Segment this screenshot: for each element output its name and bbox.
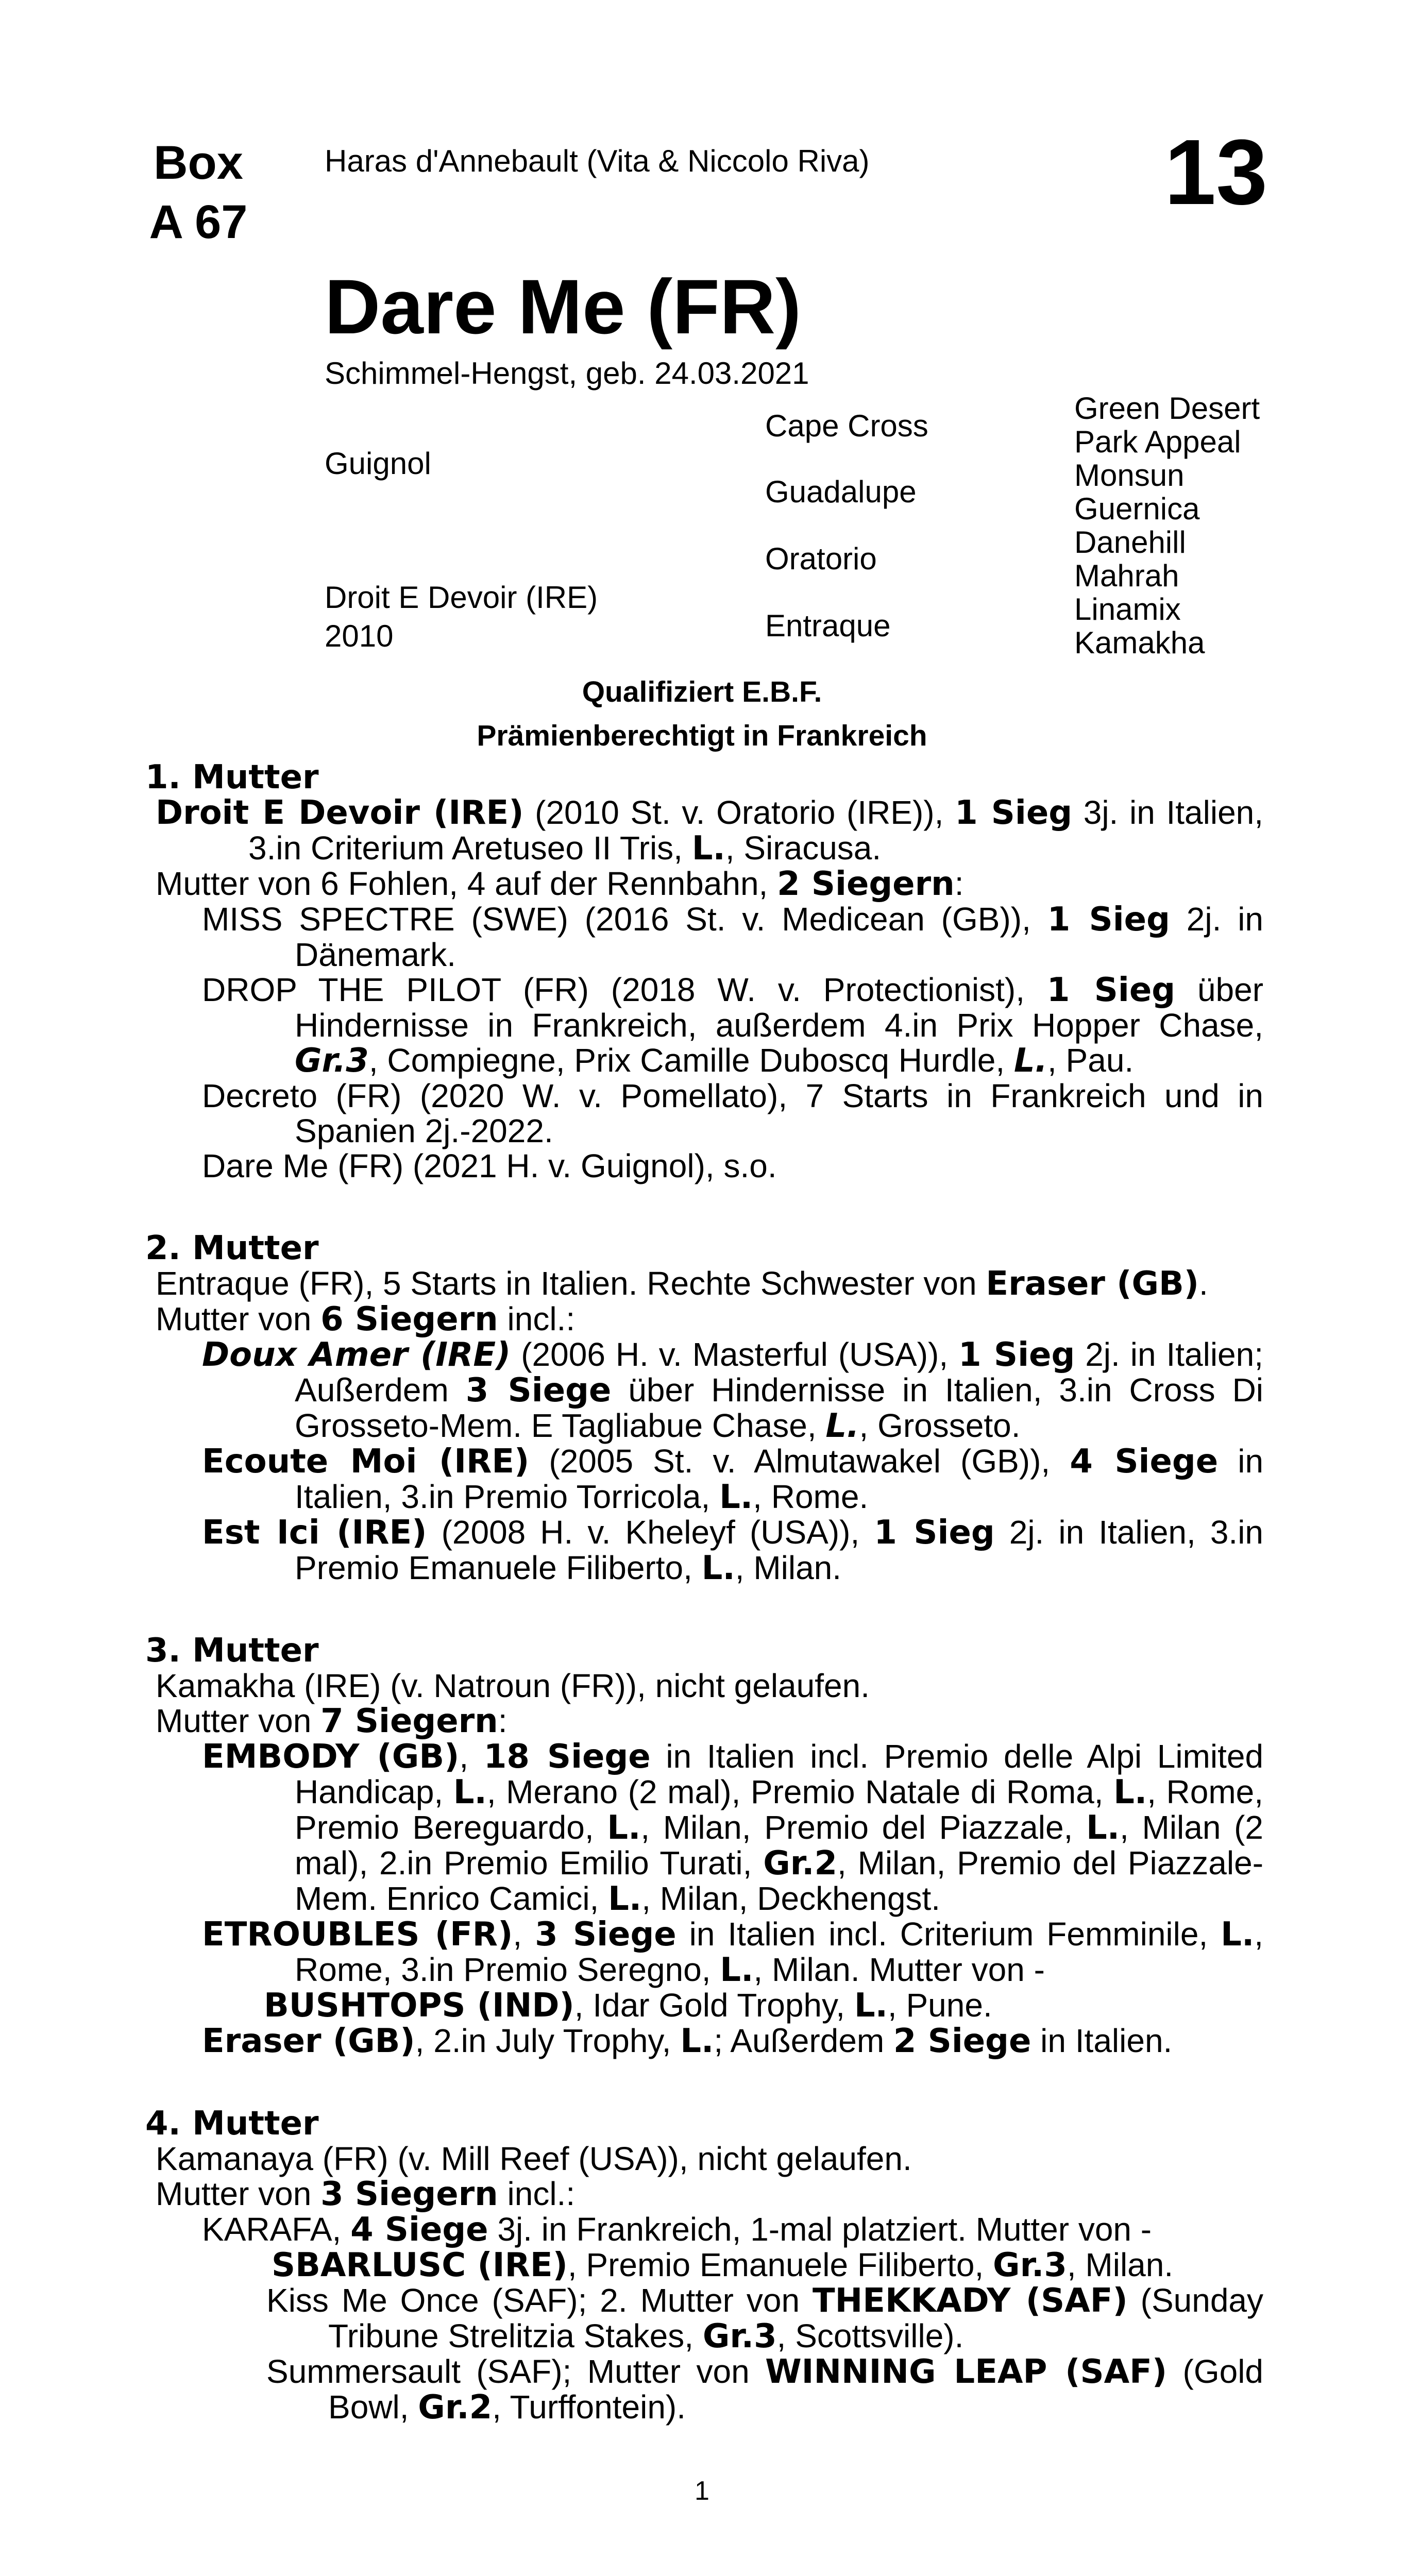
pedigree-dam: Droit E Devoir (IRE) xyxy=(325,580,598,615)
produce-of-foal: BUSHTOPS (IND), Idar Gold Trophy, L., Pune. xyxy=(264,1987,992,2025)
section-heading: 3. Mutter xyxy=(145,1632,319,1670)
page-number: 1 xyxy=(695,2476,709,2506)
pedigree-great-grandparent: Kamakha xyxy=(1074,625,1205,660)
foal-name: Eraser (GB) xyxy=(202,2022,415,2060)
pedigree-grandparent: Guadalupe xyxy=(765,474,917,509)
dam-entry: Kamanaya (FR) (v. Mill Reef (USA)), nicht gelaufen. xyxy=(156,2140,912,2177)
foal-entry: Dare Me (FR) (2021 H. v. Guignol), s.o. xyxy=(202,1147,777,1184)
foal-entry: DROP THE PILOT (FR) (2018 W. v. Protectionist), 1 Sieg über Hindernisse in Frankreich, außerdem 4.in Prix Hopper Chase, Gr.3, Compiegne, Prix Camille Duboscq Hurdle, L., Pau. xyxy=(202,971,1264,1080)
foal-entry: Doux Amer (IRE) (2006 H. v. Masterful (USA)), 1 Sieg 2j. in Italien; Außerdem 3 Siege über Hindernisse in Italien, 3.in Cross Di Grosseto-Mem. E Tagliabue Chase, L., Grosseto. xyxy=(202,1336,1264,1445)
foal-entry: Est Ici (IRE) (2008 H. v. Kheleyf (USA)), 1 Sieg 2j. in Italien, 3.in Premio Emanuele Filiberto, L., Milan. xyxy=(202,1514,1264,1587)
pedigree-great-grandparent: Park Appeal xyxy=(1074,425,1241,459)
dam-name: Droit E Devoir (IRE) xyxy=(156,794,524,832)
box-number: A 67 xyxy=(149,196,248,248)
pedigree-sire: Guignol xyxy=(325,446,431,481)
pedigree-great-grandparent: Green Desert xyxy=(1074,391,1260,426)
foal-entry: Decreto (FR) (2020 W. v. Pomellato), 7 Starts in Frankreich und in Spanien 2j.-2022. xyxy=(202,1077,1263,1149)
foal-entry: MISS SPECTRE (SWE) (2016 St. v. Medicean (GB)), 1 Sieg 2j. in Dänemark. xyxy=(202,901,1264,973)
foal-name: Ecoute Moi (IRE) xyxy=(202,1443,530,1481)
foal-name: Doux Amer (IRE) xyxy=(202,1336,511,1374)
produce-of-foal: SBARLUSC (IRE), Premio Emanuele Filiberto, Gr.3, Milan. xyxy=(272,2246,1174,2284)
produce-summary: Mutter von 3 Siegern incl.: xyxy=(156,2175,576,2213)
family-details xyxy=(145,760,1263,2425)
section-heading: 1. Mutter xyxy=(145,758,319,796)
produce-summary: Mutter von 6 Fohlen, 4 auf der Rennbahn, 2 Siegern: xyxy=(156,865,964,903)
qualification-ebf: Qualifiziert E.B.F. xyxy=(582,675,822,708)
foal-entry: ETROUBLES (FR), 3 Siege in Italien incl. Criterium Femminile, L., Rome, 3.in Premio Seregno, L., Milan. Mutter von - xyxy=(202,1916,1264,1989)
qualification-france: Prämienberechtigt in Frankreich xyxy=(477,719,927,752)
foal-entry: EMBODY (GB), 18 Siege in Italien incl. Premio delle Alpi Limited Handicap, L., Merano (2 mal), Premio Natale di Roma, L., Rome, Premio Bereguardo, L., Milan, Premio del Piazzale, L., Milan (2 mal), 2.in Premio Emilio Turati, Gr.2, Milan, Premio del Piazzale-Mem. Enrico Camici, L., Milan, Deckhengst. xyxy=(202,1738,1264,1918)
pedigree-grandparent: Oratorio xyxy=(765,541,877,576)
foal-name: Est Ici (IRE) xyxy=(202,1514,427,1552)
pedigree-grandparent: Entraque xyxy=(765,608,891,643)
pedigree-great-grandparent: Linamix xyxy=(1074,592,1181,626)
foal-name: BUSHTOPS (IND) xyxy=(264,1987,574,2025)
foal-entry: Summersault (SAF); Mutter von WINNING LEAP (SAF) (Gold Bowl, Gr.2, Turffontein). xyxy=(266,2353,1263,2427)
pedigree-great-grandparent: Monsun xyxy=(1074,458,1185,493)
foal-entry: Kiss Me Once (SAF); 2. Mutter von THEKKADY (SAF) (Sunday Tribune Strelitzia Stakes, Gr.3, Scottsville). xyxy=(266,2282,1264,2355)
section-heading: 2. Mutter xyxy=(145,1229,319,1267)
lot-number: 13 xyxy=(1164,121,1268,224)
owner-name: Haras d'Annebault (Vita & Niccolo Riva) xyxy=(325,144,870,178)
horse-description: Schimmel-Hengst, geb. 24.03.2021 xyxy=(325,356,809,391)
foal-entry: Eraser (GB), 2.in July Trophy, L.; Außerdem 2 Siege in Italien. xyxy=(202,2022,1173,2060)
foal-name: ETROUBLES (FR) xyxy=(202,1916,513,1954)
foal-entry: KARAFA, 4 Siege 3j. in Frankreich, 1-mal platziert. Mutter von - xyxy=(202,2211,1152,2249)
pedigree-grandparent: Cape Cross xyxy=(765,409,928,443)
horse-name: Dare Me (FR) xyxy=(325,263,802,350)
dam-entry: Droit E Devoir (IRE) (2010 St. v. Oratorio (IRE)), 1 Sieg 3j. in Italien, 3.in Criterium Aretuseo II Tris, L., Siracusa. xyxy=(156,794,1264,868)
foal-entry: Ecoute Moi (IRE) (2005 St. v. Almutawakel (GB)), 4 Siege in Italien, 3.in Premio Torricola, L., Rome. xyxy=(202,1443,1264,1516)
pedigree-dam-year: 2010 xyxy=(325,619,394,653)
produce-summary: Mutter von 6 Siegern incl.: xyxy=(156,1300,576,1338)
pedigree-great-grandparent: Guernica xyxy=(1074,492,1200,526)
box-label: Box xyxy=(154,137,243,189)
pedigree-great-grandparent: Danehill xyxy=(1074,525,1186,560)
foal-name: EMBODY (GB) xyxy=(202,1738,460,1776)
section-heading: 4. Mutter xyxy=(145,2105,319,2143)
produce-summary: Mutter von 7 Siegern: xyxy=(156,1702,508,1740)
dam-entry: Kamakha (IRE) (v. Natroun (FR)), nicht gelaufen. xyxy=(156,1667,870,1704)
foal-name: SBARLUSC (IRE) xyxy=(272,2246,568,2284)
pedigree-great-grandparent: Mahrah xyxy=(1074,558,1179,593)
dam-entry: Entraque (FR), 5 Starts in Italien. Rechte Schwester von Eraser (GB). xyxy=(156,1265,1208,1303)
